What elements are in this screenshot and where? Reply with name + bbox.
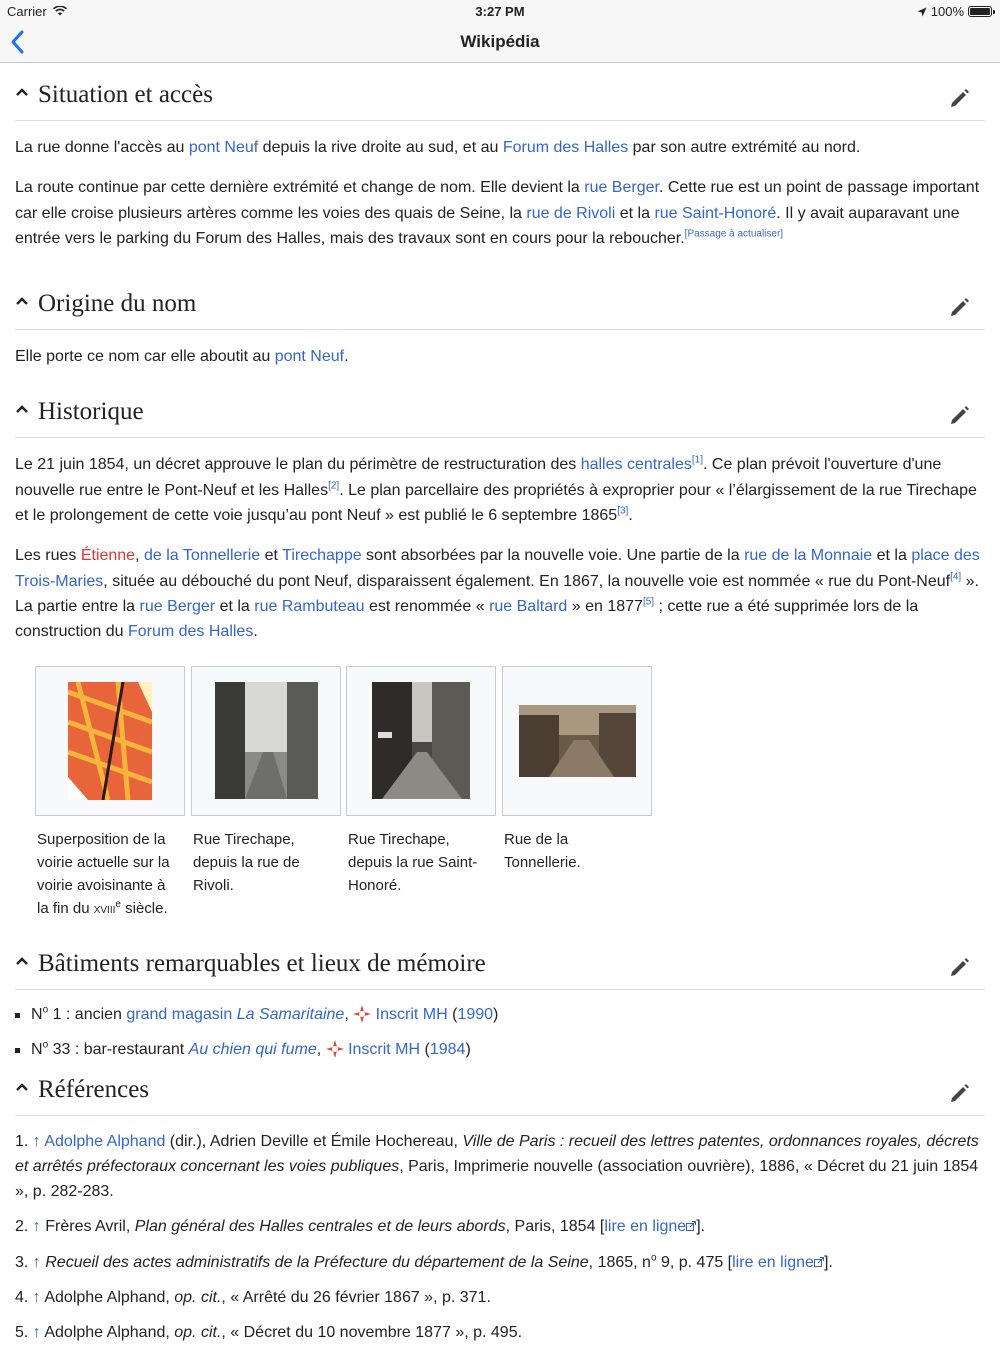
edit-pencil-icon[interactable]: [949, 1082, 971, 1104]
gallery-caption: Rue Tirechape, depuis la rue Saint-Honoré.: [348, 830, 478, 895]
ref-link[interactable]: [3]: [617, 505, 629, 517]
link-rue-de-la-monnaie[interactable]: rue de la Monnaie: [744, 547, 873, 565]
link-rue-de-rivoli[interactable]: rue de Rivoli: [526, 204, 616, 222]
link-rue-rambuteau[interactable]: rue Rambuteau: [254, 597, 365, 615]
maintenance-tag-link[interactable]: [Passage à actualiser]: [684, 228, 784, 240]
reference-item: 2. ↑ Frères Avril, Plan général des Halles centrales et de leurs abords, Paris, 1854 [lire en ligne ].: [15, 1218, 706, 1236]
gallery-item[interactable]: [35, 666, 185, 923]
paragraph: Le 21 juin 1854, un décret approuve le plan du périmètre de restructuration des halles centrales[1]. Ce plan prévoit l'ouverture d'une nouvelle rue entre le Pont-Neuf et les Halles[2]. Le plan parcellaire des propriétés à exproprier pour « l’élargissement de la rue Tirechape et le prolongement de cette voie jusqu’au pont Neuf » est publié le 6 septembre 1865[3].: [15, 455, 977, 525]
gallery-thumbnail-frame[interactable]: [191, 666, 341, 816]
status-bar: [0, 0, 1000, 22]
ref-link[interactable]: [2]: [328, 480, 340, 492]
gallery-item[interactable]: [346, 666, 496, 898]
monument-list: [15, 1002, 985, 1062]
link-rue-berger[interactable]: rue Berger: [584, 179, 659, 197]
backlink-arrow[interactable]: ↑: [32, 1289, 41, 1307]
link-rue-baltard[interactable]: rue Baltard: [489, 597, 568, 615]
section-title: Bâtiments remarquables et lieux de mémoire: [38, 949, 486, 977]
external-link-icon: [814, 1257, 824, 1267]
paragraph: Elle porte ce nom car elle aboutit au pont Neuf.: [15, 348, 349, 366]
reference-item: 5. ↑ Adolphe Alphand, op. cit., « Décret du 10 novembre 1877 », p. 495.: [15, 1324, 523, 1342]
read-online-link[interactable]: lire en ligne: [604, 1218, 687, 1236]
link-author[interactable]: Adolphe Alphand: [44, 1132, 166, 1150]
list-item: $N^o$ 33 : bar-restaurant Au chien qui fume, Inscrit MH (1984): [15, 1037, 985, 1062]
nav-title: Wikipédia: [460, 32, 540, 51]
link-place-des-trois-maries[interactable]: place des Trois-Maries: [15, 547, 980, 590]
battery-percent: 100%: [930, 4, 964, 19]
reference-item: 4. ↑ Adolphe Alphand, op. cit., « Arrêté du 26 février 1867 », p. 371.: [15, 1289, 491, 1307]
link-rue-berger[interactable]: rue Berger: [139, 597, 216, 615]
section-header-references[interactable]: [15, 1058, 985, 1116]
gallery-caption: Rue Tirechape, depuis la rue de Rivoli.: [193, 830, 300, 895]
edit-pencil-icon[interactable]: [949, 87, 971, 109]
link-au-chien-qui-fume[interactable]: Au chien qui fume: [188, 1040, 317, 1058]
monument-historique-icon: [326, 1040, 344, 1058]
photo-thumbnail[interactable]: [215, 682, 318, 799]
link-grand-magasin[interactable]: grand magasin: [126, 1005, 233, 1023]
gallery-item[interactable]: [191, 666, 341, 898]
gallery-thumbnail-frame[interactable]: [502, 666, 652, 816]
edit-pencil-icon[interactable]: [949, 296, 971, 318]
battery-icon: [968, 6, 992, 17]
clock: 3:27 PM: [475, 4, 525, 19]
section-header-situation[interactable]: [15, 63, 985, 121]
status-right: [917, 4, 992, 19]
reference-item: 1. ↑ Adolphe Alphand (dir.), Adrien Deville et Émile Hochereau, Ville de Paris : recueil des lettres patentes, ordonnances royales, décrets et arrêtés préfectoraux concernant les voies publiques, Paris, Imprimerie nouvelle (association ouvrière), 1886, « Décret du 21 juin 1854 », p. 282-283.: [15, 1132, 979, 1201]
reference-list: [15, 1129, 985, 1346]
backlink-arrow[interactable]: ↑: [32, 1132, 41, 1150]
gallery-item[interactable]: [502, 666, 652, 875]
reference-item: 3. ↑ Recueil des actes administratifs de la Préfecture du département de la Seine, 1865, $n^o$ 9, p. 475 [lire en ligne ].: [15, 1252, 833, 1271]
photo-thumbnail[interactable]: [372, 682, 470, 799]
link-de-la-tonnellerie[interactable]: de la Tonnellerie: [143, 547, 261, 565]
paragraph: Les rues Étienne, de la Tonnellerie et Tirechappe sont absorbées par la nouvelle voie. Une partie de la rue de la Monnaie et la place des Trois-Maries, située au débouché du pont Neuf, disparaissent également. En 1867, la nouvelle voie est nommée « rue du Pont-Neuf[4] ». La partie entre la rue Berger et la rue Rambuteau est renommée « rue Baltard » en 1877[5] ; cette rue a été supprimée lors de la construction du Forum des Halles.: [15, 547, 980, 641]
collapse-chevron-icon[interactable]: [15, 1082, 29, 1092]
link-pont-neuf[interactable]: pont Neuf: [188, 139, 259, 156]
link-forum-des-halles[interactable]: Forum des Halles: [127, 623, 254, 641]
monument-historique-icon: [353, 1005, 371, 1023]
gallery-caption: Rue de la Tonnellerie.: [504, 830, 581, 871]
link-tirechappe[interactable]: Tirechappe: [282, 547, 362, 565]
section-header-historique[interactable]: [15, 380, 985, 438]
gallery-caption: Superposition de la voirie actuelle sur la voirie avoisinante à la fin du XVIIIe siècle.: [37, 830, 170, 918]
section-title: Historique: [38, 398, 144, 426]
paragraph: La route continue par cette dernière extrémité et change de nom. Elle devient la rue Berger. Cette rue est un point de passage important car elle croise plusieurs artères comme les voies des quais de Seine, la rue de Rivoli et la rue Saint-Honoré. Il y avait auparavant une entrée vers le parking du Forum des Halles, mais des travaux sont en cours pour la reboucher.[Passage à actualiser]: [15, 179, 980, 247]
link-forum-des-halles[interactable]: Forum des Halles: [502, 139, 629, 156]
gallery-thumbnail-frame[interactable]: [35, 666, 185, 816]
map-thumbnail[interactable]: [68, 682, 152, 800]
paragraph: La rue donne l'accès au pont Neuf depuis la rive droite au sud, et au Forum des Halles par son autre extrémité au nord.: [15, 139, 861, 156]
edit-pencil-icon[interactable]: [949, 956, 971, 978]
backlink-arrow[interactable]: ↑: [32, 1324, 41, 1342]
link-la-samaritaine[interactable]: La Samaritaine: [236, 1005, 345, 1023]
location-arrow-icon: [917, 7, 927, 17]
link-etienne[interactable]: Étienne: [80, 547, 136, 565]
backlink-arrow[interactable]: ↑: [32, 1218, 41, 1236]
carrier-text: Carrier: [7, 4, 47, 19]
section-header-origine[interactable]: [15, 272, 985, 330]
link-year[interactable]: 1990: [457, 1005, 494, 1023]
edit-pencil-icon[interactable]: [949, 404, 971, 426]
read-online-link[interactable]: lire en ligne: [732, 1253, 814, 1271]
external-link-icon: [686, 1221, 696, 1231]
section-title: Origine du nom: [38, 290, 197, 318]
section-header-batiments[interactable]: [15, 932, 985, 990]
collapse-chevron-icon[interactable]: [15, 296, 29, 306]
ref-link[interactable]: [1]: [691, 455, 703, 467]
collapse-chevron-icon[interactable]: [15, 956, 29, 966]
photo-thumbnail[interactable]: [519, 705, 636, 777]
navigation-bar: [0, 22, 1000, 63]
list-item: $N^o$ 1 : ancien grand magasin La Samaritaine, Inscrit MH (1990): [15, 1002, 985, 1027]
link-pont-neuf[interactable]: pont Neuf: [274, 348, 345, 366]
ref-link[interactable]: [5]: [642, 596, 655, 608]
collapse-chevron-icon[interactable]: [15, 87, 29, 97]
collapse-chevron-icon[interactable]: [15, 404, 29, 414]
link-halles-centrales[interactable]: halles centrales: [580, 456, 692, 474]
image-gallery: [15, 666, 985, 936]
backlink-arrow[interactable]: ↑: [32, 1253, 41, 1271]
link-inscrit-mh[interactable]: Inscrit MH: [348, 1040, 421, 1058]
link-rue-saint-honore[interactable]: rue Saint-Honoré: [654, 204, 777, 222]
link-year[interactable]: 1984: [429, 1040, 466, 1058]
ref-link[interactable]: [4]: [950, 571, 962, 583]
section-title: Situation et accès: [38, 81, 213, 108]
gallery-thumbnail-frame[interactable]: [346, 666, 496, 816]
link-inscrit-mh[interactable]: Inscrit MH: [375, 1005, 448, 1023]
section-title: Références: [38, 1075, 150, 1103]
article-content: [15, 63, 985, 1346]
